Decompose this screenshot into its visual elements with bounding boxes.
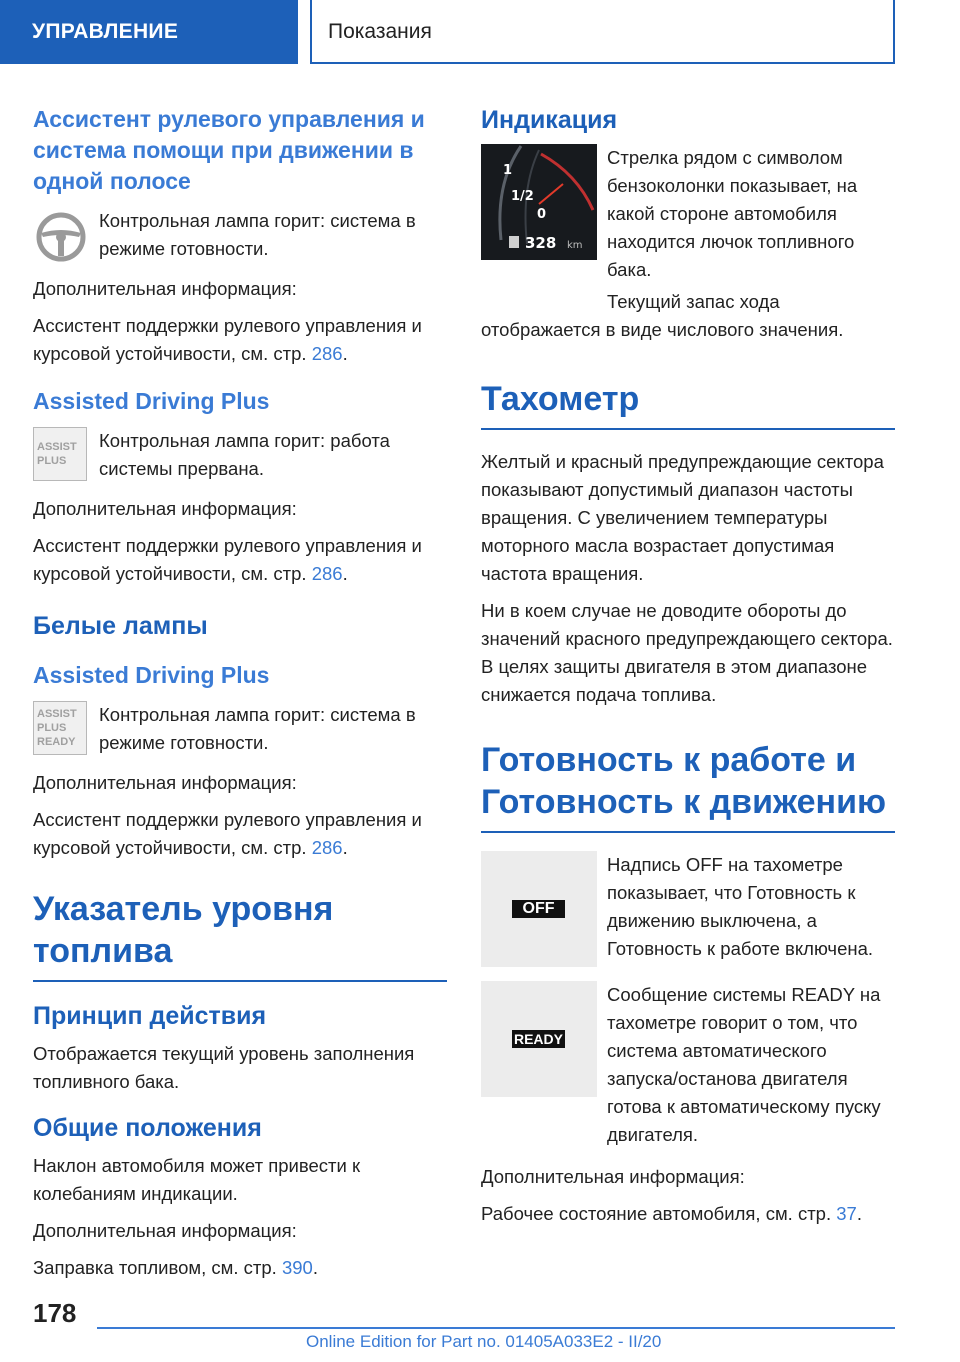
off-row: [481, 851, 895, 967]
indication-text-1: Стрелка рядом с символом бензоколонки показывает, на какой стороне автомобиля находится лючок топливного бака.: [607, 147, 858, 280]
page-link-37[interactable]: 37: [836, 1203, 857, 1224]
off-text: Надпись OFF на тахометре показывает, что Готовность к движению выключена, а Готовность к работе включена.: [607, 854, 874, 959]
lane-assist-row: [33, 207, 447, 263]
indication-row: [481, 144, 895, 284]
gauge-label-empty: 0: [537, 207, 547, 222]
page-link-286[interactable]: 286: [311, 563, 343, 584]
page-link-286[interactable]: 286: [311, 343, 343, 364]
lane-assist-heading: Ассистент рулевого управления и система помощи при движении в одной полосе: [33, 106, 425, 194]
adp-lamp-text: Контрольная лампа горит: работа системы прервана.: [99, 430, 390, 479]
ready-ref: Рабочее состояние автомобиля, см. стр. 37.: [481, 1203, 862, 1224]
left-column: [33, 104, 447, 1291]
breadcrumb: Показания: [310, 0, 895, 64]
white-lamps-heading: Белые лампы: [33, 612, 208, 640]
tachometer-text-2: Ни в коем случае не доводите обороты до значений красного предупреждающего сектора. В целях защиты двигателя в этом диапазоне снижается подача топлива.: [481, 600, 893, 705]
adp2-lamp-text: Контрольная лампа горит: система в режиме готовности.: [99, 704, 416, 753]
ready-text: Сообщение системы READY на тахометре говорит о том, что система автоматического запуска/останова двигателя готова к автоматическому пуску двигателя.: [607, 984, 881, 1145]
right-column: [481, 104, 895, 1237]
adp-heading: Assisted Driving Plus: [33, 388, 270, 414]
adp2-ref: Ассистент поддержки рулевого управления и курсовой устойчивости, см. стр. 286.: [33, 809, 422, 858]
adp-more: Дополнительная информация:: [33, 498, 297, 519]
indication-heading: Индикация: [481, 106, 618, 134]
adp2-row: [33, 701, 447, 757]
adp2-heading: Assisted Driving Plus: [33, 662, 270, 688]
adp-row: [33, 427, 447, 483]
gauge-label-half: 1/2: [511, 189, 534, 204]
off-indicator-image: [481, 851, 597, 967]
assist-plus-ready-icon: ASSIST PLUS READY: [33, 701, 89, 757]
gauge-unit: km: [567, 240, 583, 251]
ready-more: Дополнительная информация:: [481, 1166, 745, 1187]
readiness-heading: Готовность к работе и Готовность к движению: [481, 739, 895, 833]
ready-row: [481, 981, 895, 1149]
off-label: OFF: [512, 900, 565, 918]
principle-heading: Принцип действия: [33, 1002, 267, 1030]
adp-ref: Ассистент поддержки рулевого управления и курсовой устойчивости, см. стр. 286.: [33, 535, 422, 584]
general-heading: Общие положения: [33, 1114, 262, 1142]
ready-label: READY: [513, 1031, 563, 1047]
section-tab: УПРАВЛЕНИЕ: [0, 0, 298, 64]
general-text: Наклон автомобиля может привести к колебаниям индикации.: [33, 1155, 361, 1204]
edition-note: Online Edition for Part no. 01405A033E2 - II/20: [306, 1332, 662, 1351]
gauge-label-full: 1: [503, 163, 513, 178]
general-ref: Заправка топливом, см. стр. 390.: [33, 1257, 318, 1278]
tachometer-heading: Тахометр: [481, 378, 895, 430]
steering-wheel-icon: [33, 207, 89, 263]
gauge-range: 328: [525, 234, 557, 252]
page-link-286[interactable]: 286: [311, 837, 343, 858]
lane-assist-ref: Ассистент поддержки рулевого управления и курсовой устойчивости, см. стр. 286.: [33, 315, 422, 364]
general-more: Дополнительная информация:: [33, 1220, 297, 1241]
indication-text-2: Текущий запас хода отображается в виде числового значения.: [481, 291, 844, 340]
footer-rule: [97, 1327, 895, 1329]
assist-plus-icon: ASSIST PLUS: [33, 427, 89, 483]
page-number: 178: [33, 1298, 77, 1328]
principle-text: Отображается текущий уровень заполнения топливного бака.: [33, 1043, 415, 1092]
fuel-gauge-heading: Указатель уровня топлива: [33, 888, 447, 982]
ready-indicator-image: [481, 981, 597, 1097]
adp2-more: Дополнительная информация:: [33, 772, 297, 793]
lane-assist-lamp-text: Контрольная лампа горит: система в режиме готовности.: [99, 210, 416, 259]
tachometer-text-1: Желтый и красный предупреждающие сектора показывают допустимый диапазон частоты вращения. С увеличением температуры моторного масла возрастает допустимая частота вращения.: [481, 451, 884, 584]
lane-assist-more: Дополнительная информация:: [33, 278, 297, 299]
page-link-390[interactable]: 390: [281, 1257, 313, 1278]
fuel-gauge-image: [481, 144, 597, 260]
